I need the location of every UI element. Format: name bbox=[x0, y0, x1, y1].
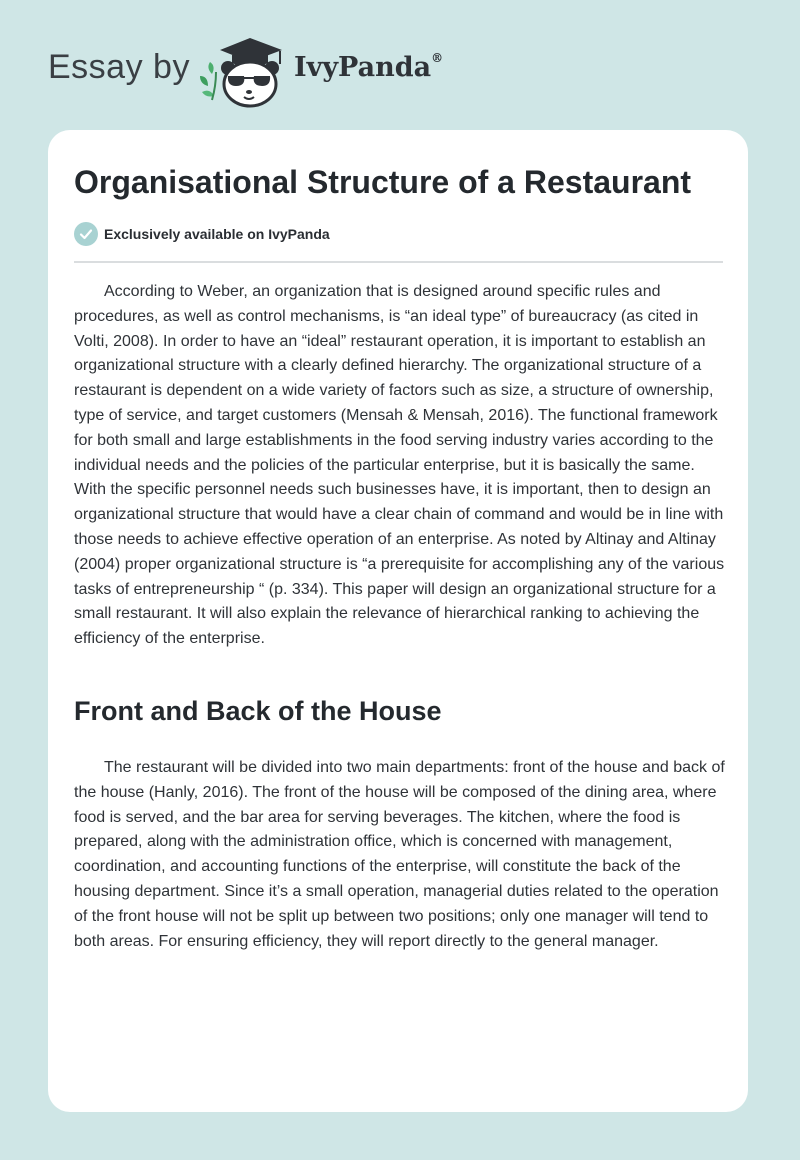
exclusive-badge bbox=[74, 222, 330, 246]
brand-name: IvyPanda bbox=[294, 52, 432, 83]
badge-text: Exclusively available on IvyPanda bbox=[104, 226, 330, 242]
check-icon bbox=[74, 222, 98, 246]
site-header bbox=[0, 0, 800, 130]
paragraph-front-back: The restaurant will be divided into two main departments: front of the house and back of the house (Hanly, 2016). The front of the house will be composed of the dining area, where food is served, and the bar area for serving beverages. The kitchen, where the food is prepared, along with the administration office, which is concerned with management, coordination, and accounting functions of the enterprise, will constitute the back of the housing department. Since it’s a small operation, managerial duties related to the operation of the front house will not be split up between two positions; only one manager will tend to both areas. For ensuring efficiency, they will report directly to the general manager. bbox=[74, 759, 725, 950]
essay-card bbox=[48, 130, 748, 1112]
divider bbox=[74, 261, 723, 263]
panda-graduate-icon[interactable] bbox=[198, 34, 294, 110]
paragraph-intro: According to Weber, an organization that is designed around specific rules and procedures, as well as control mechanisms, is “an ideal type” of bureaucracy (as cited in Volti, 2008). In order to have an “ideal” restaurant operation, it is important to establish an organizational structure with a clearly defined hierarchy. The organizational structure of a restaurant is dependent on a wide variety of factors such as size, a structure of ownership, type of service, and target customers (Mensah & Mensah, 2016). The functional framework for both small and large establishments in the food serving industry varies according to the individual needs and the policies of the particular enterprise, but it is basically the same. With the specific personnel needs such businesses have, it is important, then to design an organizational structure that would have a clear chain of command and would be in line with those needs to achieve effective operation of an enterprise. As noted by Altinay and Altinay (2004) proper organizational structure is “a prerequisite for accomplishing any of the various tasks of entrepreneurship “ (p. 334). This paper will design an organizational structure for a small restaurant. It will also explain the relevance of hierarchical ranking to achieving the efficiency of the enterprise. bbox=[74, 283, 725, 648]
ivypanda-logo-text[interactable] bbox=[294, 52, 443, 83]
section-heading: Front and Back of the House bbox=[74, 696, 442, 726]
page-title: Organisational Structure of a Restaurant bbox=[74, 164, 692, 200]
ivy-leaf-icon bbox=[200, 62, 216, 100]
essay-by-label: Essay by bbox=[48, 48, 190, 86]
registered-mark: ® bbox=[431, 51, 444, 65]
